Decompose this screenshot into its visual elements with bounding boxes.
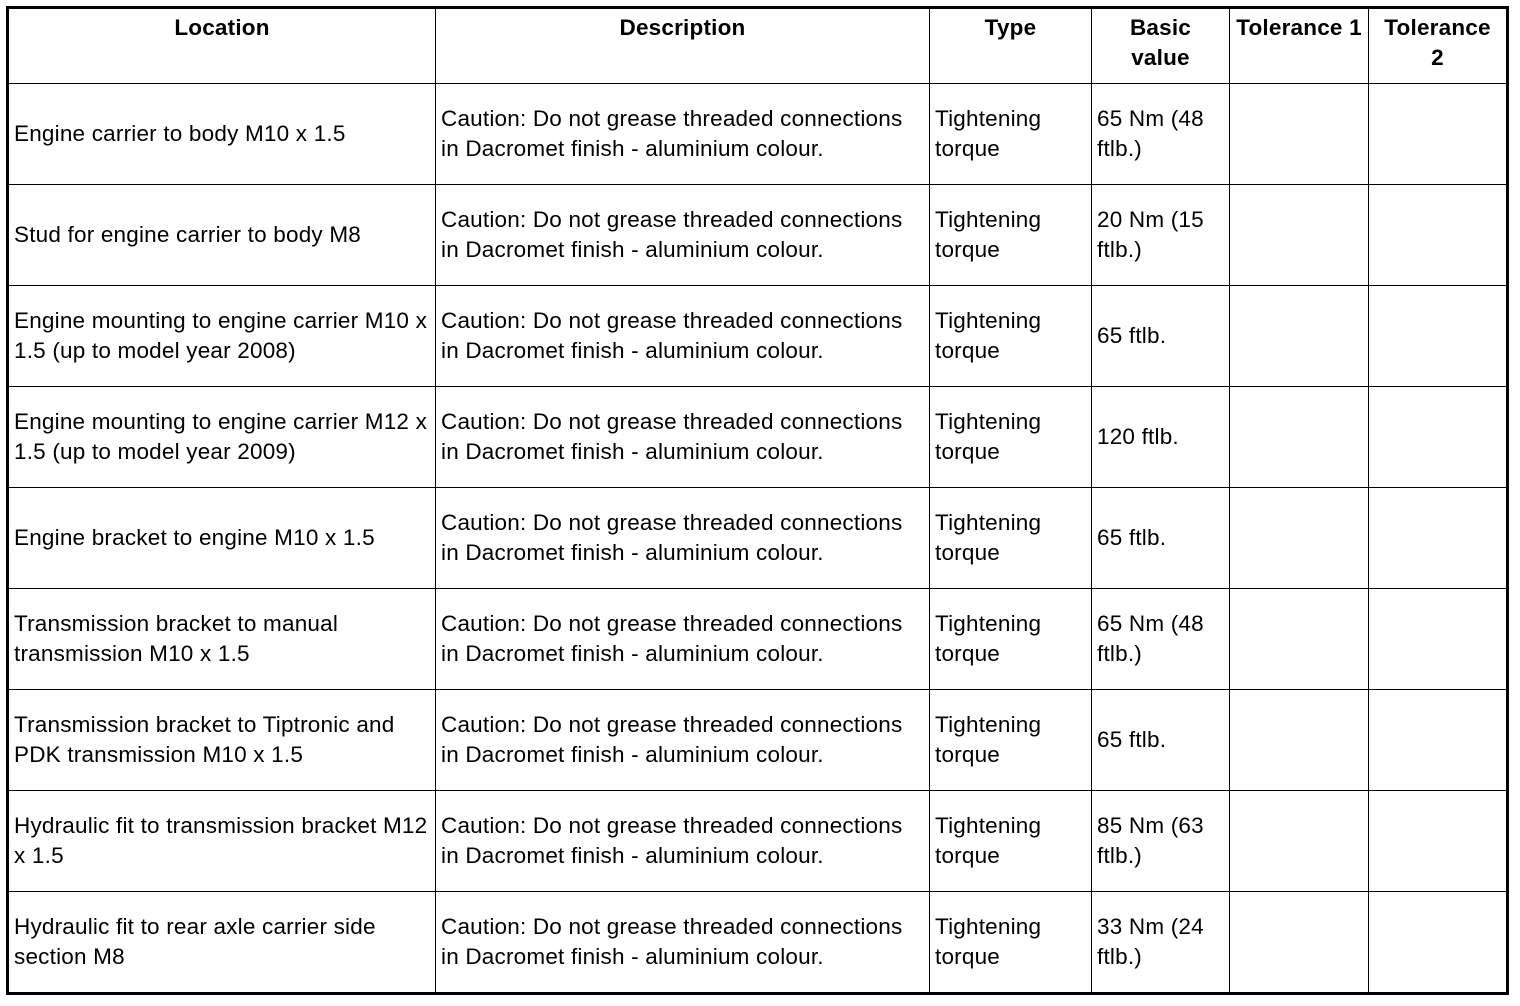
cell-location: Transmission bracket to Tiptronic and PDK transmission M10 x 1.5 xyxy=(8,690,436,791)
table-row xyxy=(8,387,1508,488)
cell-tolerance-2 xyxy=(1369,185,1508,286)
cell-basic-value: 65 Nm (48 ftlb.) xyxy=(1092,589,1230,690)
cell-tolerance-1 xyxy=(1230,84,1369,185)
cell-tolerance-2 xyxy=(1369,488,1508,589)
header-tolerance-2: Tolerance 2 xyxy=(1369,8,1508,84)
cell-type: Tightening torque xyxy=(930,84,1092,185)
cell-tolerance-1 xyxy=(1230,791,1369,892)
cell-description: Caution: Do not grease threaded connections in Dacromet finish - aluminium colour. xyxy=(436,791,930,892)
cell-type: Tightening torque xyxy=(930,892,1092,994)
table-row xyxy=(8,589,1508,690)
cell-tolerance-2 xyxy=(1369,892,1508,994)
cell-tolerance-1 xyxy=(1230,488,1369,589)
cell-tolerance-1 xyxy=(1230,387,1369,488)
cell-type: Tightening torque xyxy=(930,690,1092,791)
header-description: Description xyxy=(436,8,930,84)
cell-type: Tightening torque xyxy=(930,791,1092,892)
cell-tolerance-2 xyxy=(1369,791,1508,892)
table-row xyxy=(8,286,1508,387)
cell-location: Hydraulic fit to rear axle carrier side section M8 xyxy=(8,892,436,994)
cell-description: Caution: Do not grease threaded connections in Dacromet finish - aluminium colour. xyxy=(436,185,930,286)
cell-location: Stud for engine carrier to body M8 xyxy=(8,185,436,286)
cell-type: Tightening torque xyxy=(930,185,1092,286)
cell-type: Tightening torque xyxy=(930,488,1092,589)
table-row xyxy=(8,185,1508,286)
cell-location: Hydraulic fit to transmission bracket M12 x 1.5 xyxy=(8,791,436,892)
cell-basic-value: 33 Nm (24 ftlb.) xyxy=(1092,892,1230,994)
cell-tolerance-1 xyxy=(1230,589,1369,690)
cell-location: Transmission bracket to manual transmission M10 x 1.5 xyxy=(8,589,436,690)
cell-tolerance-1 xyxy=(1230,690,1369,791)
table-row xyxy=(8,488,1508,589)
table-row xyxy=(8,892,1508,994)
table-row xyxy=(8,690,1508,791)
cell-location: Engine mounting to engine carrier M12 x 1.5 (up to model year 2009) xyxy=(8,387,436,488)
cell-type: Tightening torque xyxy=(930,387,1092,488)
cell-basic-value: 65 ftlb. xyxy=(1092,690,1230,791)
cell-tolerance-2 xyxy=(1369,387,1508,488)
cell-tolerance-2 xyxy=(1369,84,1508,185)
cell-location: Engine bracket to engine M10 x 1.5 xyxy=(8,488,436,589)
cell-location: Engine carrier to body M10 x 1.5 xyxy=(8,84,436,185)
cell-location: Engine mounting to engine carrier M10 x 1.5 (up to model year 2008) xyxy=(8,286,436,387)
cell-description: Caution: Do not grease threaded connections in Dacromet finish - aluminium colour. xyxy=(436,488,930,589)
table-row xyxy=(8,84,1508,185)
cell-basic-value: 20 Nm (15 ftlb.) xyxy=(1092,185,1230,286)
header-location: Location xyxy=(8,8,436,84)
cell-tolerance-1 xyxy=(1230,286,1369,387)
cell-description: Caution: Do not grease threaded connections in Dacromet finish - aluminium colour. xyxy=(436,589,930,690)
table-row xyxy=(8,791,1508,892)
cell-basic-value: 65 Nm (48 ftlb.) xyxy=(1092,84,1230,185)
table-header-row xyxy=(8,8,1508,84)
cell-tolerance-2 xyxy=(1369,589,1508,690)
header-basic-value: Basic value xyxy=(1092,8,1230,84)
cell-type: Tightening torque xyxy=(930,286,1092,387)
cell-type: Tightening torque xyxy=(930,589,1092,690)
cell-basic-value: 85 Nm (63 ftlb.) xyxy=(1092,791,1230,892)
cell-description: Caution: Do not grease threaded connections in Dacromet finish - aluminium colour. xyxy=(436,690,930,791)
cell-basic-value: 65 ftlb. xyxy=(1092,488,1230,589)
cell-basic-value: 120 ftlb. xyxy=(1092,387,1230,488)
cell-tolerance-1 xyxy=(1230,185,1369,286)
header-tolerance-1: Tolerance 1 xyxy=(1230,8,1369,84)
cell-tolerance-2 xyxy=(1369,286,1508,387)
cell-description: Caution: Do not grease threaded connections in Dacromet finish - aluminium colour. xyxy=(436,286,930,387)
cell-description: Caution: Do not grease threaded connections in Dacromet finish - aluminium colour. xyxy=(436,387,930,488)
cell-tolerance-1 xyxy=(1230,892,1369,994)
tightening-torque-table xyxy=(6,6,1509,995)
cell-tolerance-2 xyxy=(1369,690,1508,791)
header-type: Type xyxy=(930,8,1092,84)
cell-basic-value: 65 ftlb. xyxy=(1092,286,1230,387)
cell-description: Caution: Do not grease threaded connections in Dacromet finish - aluminium colour. xyxy=(436,84,930,185)
cell-description: Caution: Do not grease threaded connections in Dacromet finish - aluminium colour. xyxy=(436,892,930,994)
